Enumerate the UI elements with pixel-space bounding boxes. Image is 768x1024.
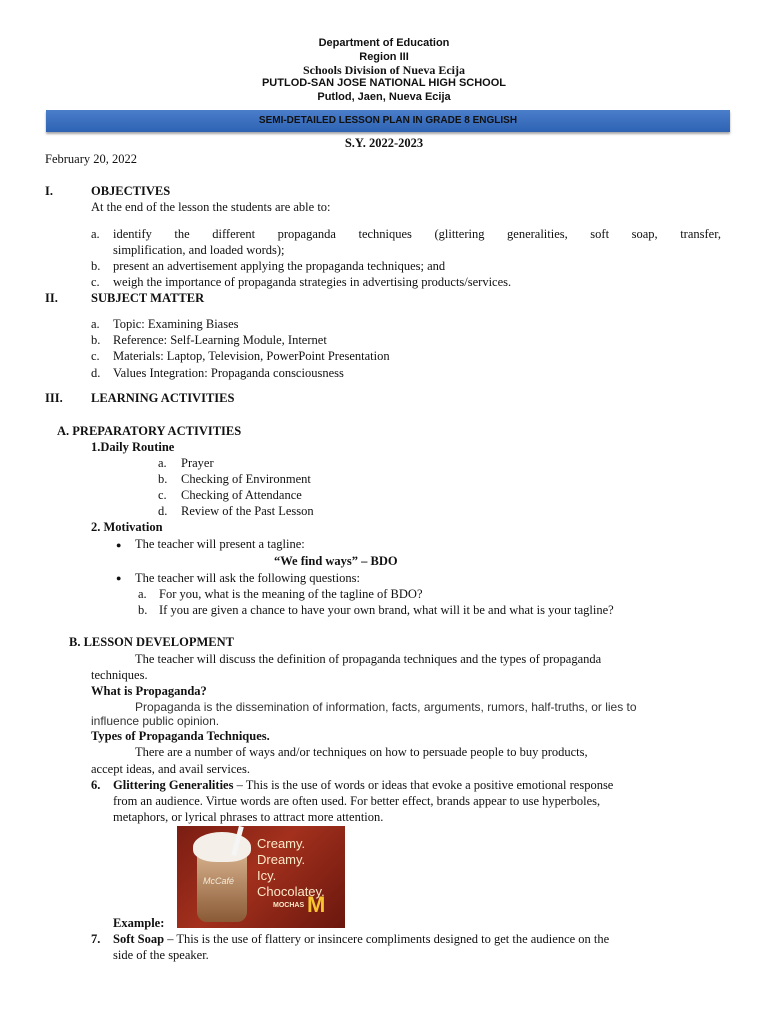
daily-marker: a. [158,456,167,470]
technique-desc: – This is the use of words or ideas that evoke a positive emotional response [233,778,614,792]
item-number: 7. [91,932,101,946]
mcdonalds-logo-icon: M [307,892,326,917]
types-intro: There are a number of ways and/or techniques on how to persuade people to buy products, [135,745,588,759]
subject-item: Topic: Examining Biases [113,317,239,331]
preparatory-title: A. PREPARATORY ACTIVITIES [57,424,242,438]
ad-slogan [257,836,345,900]
subject-marker: d. [91,366,101,380]
header-region: Region III [359,51,409,63]
objective-text: identify the different propaganda techniques (glittering generalities, soft soap, transfer, [113,227,721,241]
technique-term: Soft Soap [113,932,165,946]
daily-marker: b. [158,472,168,486]
section-num-objectives: I. [45,184,53,198]
question-marker: b. [138,603,148,617]
section-title-subject: SUBJECT MATTER [91,291,205,305]
section-title-objectives: OBJECTIVES [91,184,171,198]
objective-marker: c. [91,275,100,289]
item-number: 6. [91,778,101,792]
date: February 20, 2022 [45,152,137,166]
subject-item: Materials: Laptop, Television, PowerPoint Presentation [113,349,390,363]
objective-marker: b. [91,259,101,273]
objective-text: present an advertisement applying the propaganda techniques; and [113,259,446,273]
header-department: Department of Education [318,37,450,49]
glittering-generalities-line [113,778,613,793]
motivation-title: 2. Motivation [91,520,163,534]
header-address: Putlod, Jaen, Nueva Ecija [317,91,451,103]
subject-item: Reference: Self-Learning Module, Internet [113,333,327,347]
objectives-intro: At the end of the lesson the students are able to: [91,200,331,214]
daily-item: Checking of Environment [181,472,311,486]
daily-item: Checking of Attendance [181,488,302,502]
subject-marker: a. [91,317,100,331]
whipped-cream [193,832,251,862]
motivation-bullet: The teacher will ask the following questions: [135,571,360,585]
objective-marker: a. [91,227,100,241]
section-num-subject: II. [45,291,58,305]
daily-item: Prayer [181,456,214,470]
daily-item: Review of the Past Lesson [181,504,314,518]
daily-routine-title: 1.Daily Routine [91,440,175,454]
subject-item: Values Integration: Propaganda consciousness [113,366,344,380]
types-title: Types of Propaganda Techniques. [91,729,270,743]
ad-slogan-line: Creamy. Dreamy. [257,836,306,867]
mccafe-ad-image [177,826,345,928]
question-text: If you are given a chance to have your own brand, what will it be and what is your tagline? [159,603,614,617]
header-division: Schools Division of Nueva Ecija [302,63,465,77]
technique-desc: – This is the use of flattery or insincere compliments designed to get the audience on the [164,932,610,946]
subject-marker: c. [91,349,100,363]
example-label: Example: [113,916,165,930]
objective-text: weigh the importance of propaganda strategies in advertising products/services. [113,275,512,289]
technique-desc: from an audience. Virtue words are often used. For better effect, brands appear to use hyperboles, [113,794,601,808]
propaganda-definition: influence public opinion. [91,714,220,728]
section-title-learning: LEARNING ACTIVITIES [91,391,235,405]
tagline: “We find ways” – BDO [274,554,398,568]
propaganda-definition: Propaganda is the dissemination of information, facts, arguments, rumors, half-truths, or lies to [135,700,637,714]
technique-desc: metaphors, or lyrical phrases to attract more attention. [113,810,384,824]
ad-brand: McCafé [203,876,235,886]
ad-slogan-line: Icy. Chocolatey. [257,868,325,899]
lesson-intro: techniques. [91,668,148,682]
objective-text: simplification, and loaded words); [113,243,285,257]
question-marker: a. [138,587,147,601]
bullet-icon: ● [116,540,122,550]
question-text: For you, what is the meaning of the tagline of BDO? [159,587,423,601]
lesson-intro: The teacher will discuss the definition of propaganda techniques and the types of propaganda [135,652,602,666]
lesson-development-title: B. LESSON DEVELOPMENT [69,635,234,649]
technique-desc: side of the speaker. [113,948,209,962]
daily-marker: c. [158,488,167,502]
school-year: S.Y. 2022-2023 [344,136,424,150]
daily-marker: d. [158,504,168,518]
what-is-propaganda-title: What is Propaganda? [91,684,207,698]
banner-title: SEMI-DETAILED LESSON PLAN IN GRADE 8 ENGLISH [258,115,518,126]
subject-marker: b. [91,333,101,347]
technique-term: Glittering Generalities [113,778,234,792]
lesson-plan-banner [46,110,730,132]
bullet-icon: ● [116,573,122,583]
header-school: PUTLOD-SAN JOSE NATIONAL HIGH SCHOOL [261,77,507,89]
ad-product: MOCHAS [273,902,305,909]
types-intro: accept ideas, and avail services. [91,762,250,776]
section-num-learning: III. [45,391,63,405]
motivation-bullet: The teacher will present a tagline: [135,537,305,551]
soft-soap-line [113,932,609,947]
